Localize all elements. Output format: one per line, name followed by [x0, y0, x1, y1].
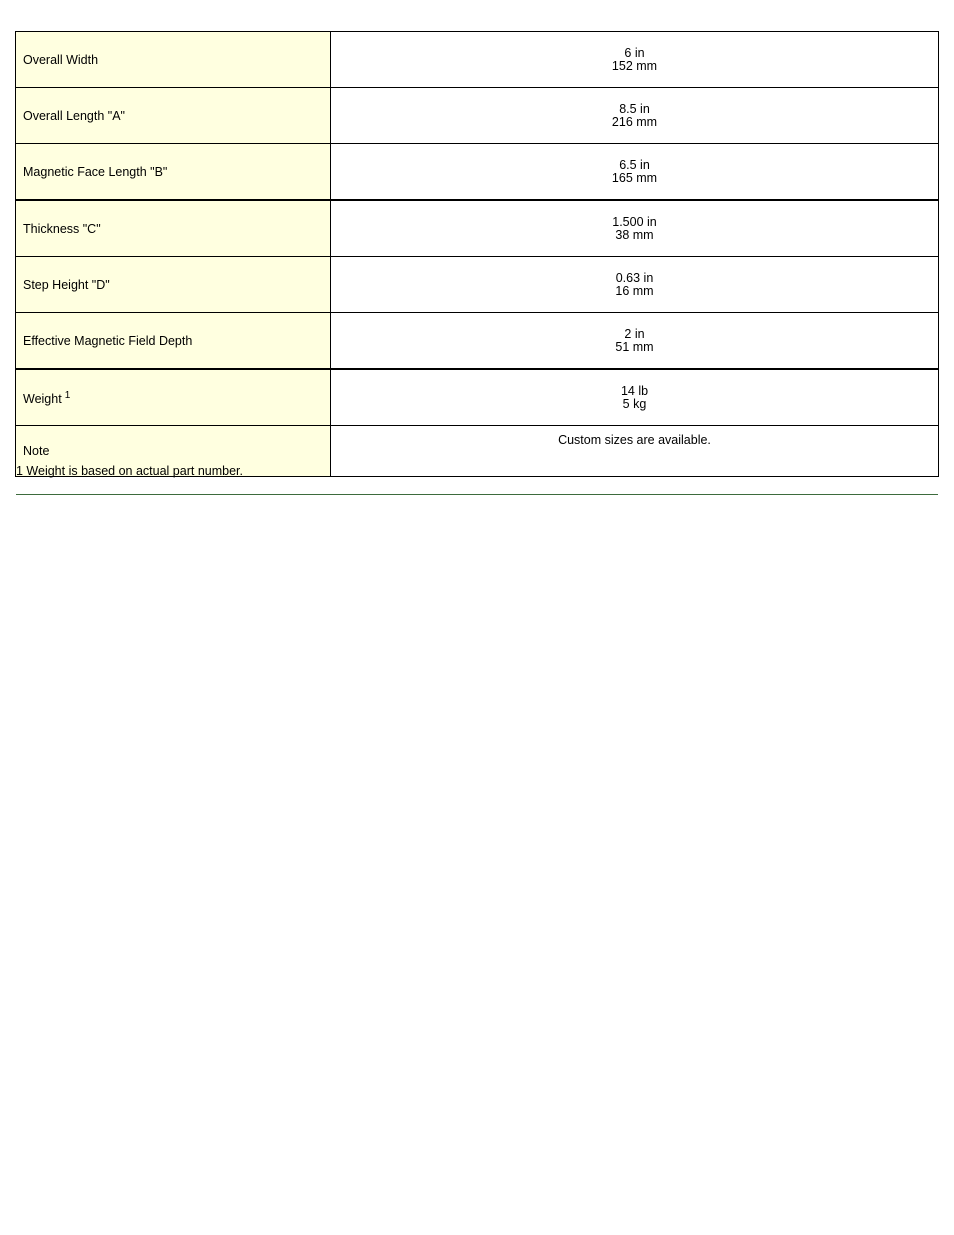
spec-value-imperial: 8.5 in: [619, 101, 650, 116]
footnote-marker: 1: [64, 389, 71, 401]
spec-value: [331, 369, 939, 426]
spec-label: [16, 369, 331, 426]
spec-label: Overall Width: [16, 32, 331, 88]
spec-value-imperial: 2 in: [624, 326, 645, 341]
spec-value: [331, 144, 939, 201]
spec-value-metric: 51 mm: [615, 339, 654, 354]
spec-label: Step Height "D": [16, 257, 331, 313]
spec-label: Overall Length "A": [16, 88, 331, 144]
spec-row-overall-width: [16, 32, 939, 88]
spec-value-imperial: 1.500 in: [612, 214, 657, 229]
spec-label-text: Weight: [23, 391, 62, 406]
spec-value: [331, 313, 939, 370]
spec-value: [331, 88, 939, 144]
footnote-text: 1 Weight is based on actual part number.: [16, 464, 243, 478]
spec-label: Effective Magnetic Field Depth: [16, 313, 331, 370]
spec-value-metric: 38 mm: [615, 227, 654, 242]
spec-value-imperial: 0.63 in: [615, 270, 654, 285]
spec-value-imperial: 6.5 in: [619, 157, 650, 172]
spec-value-metric: 16 mm: [615, 283, 654, 298]
specifications-table: [15, 31, 939, 477]
spec-value: [331, 32, 939, 88]
spec-value: [331, 257, 939, 313]
spec-value-metric: 165 mm: [611, 170, 658, 185]
spec-row-weight: [16, 369, 939, 426]
spec-value-imperial: 14 lb: [620, 383, 649, 398]
spec-row-field-depth: [16, 313, 939, 370]
spec-label: Thickness "C": [16, 200, 331, 257]
spec-row-step-height: [16, 257, 939, 313]
spec-value: [331, 200, 939, 257]
spec-row-magnetic-face-length: [16, 144, 939, 201]
spec-row-thickness: [16, 200, 939, 257]
horizontal-divider: [16, 494, 938, 495]
spec-row-overall-length: [16, 88, 939, 144]
spec-value-metric: 152 mm: [611, 58, 658, 73]
spec-value-imperial: 6 in: [624, 45, 645, 60]
spec-value-metric: 5 kg: [622, 396, 647, 411]
spec-value-metric: 216 mm: [611, 114, 658, 129]
note-text: Custom sizes are available.: [331, 426, 939, 477]
spec-label: Magnetic Face Length "B": [16, 144, 331, 201]
spec-label: Note: [16, 426, 331, 477]
